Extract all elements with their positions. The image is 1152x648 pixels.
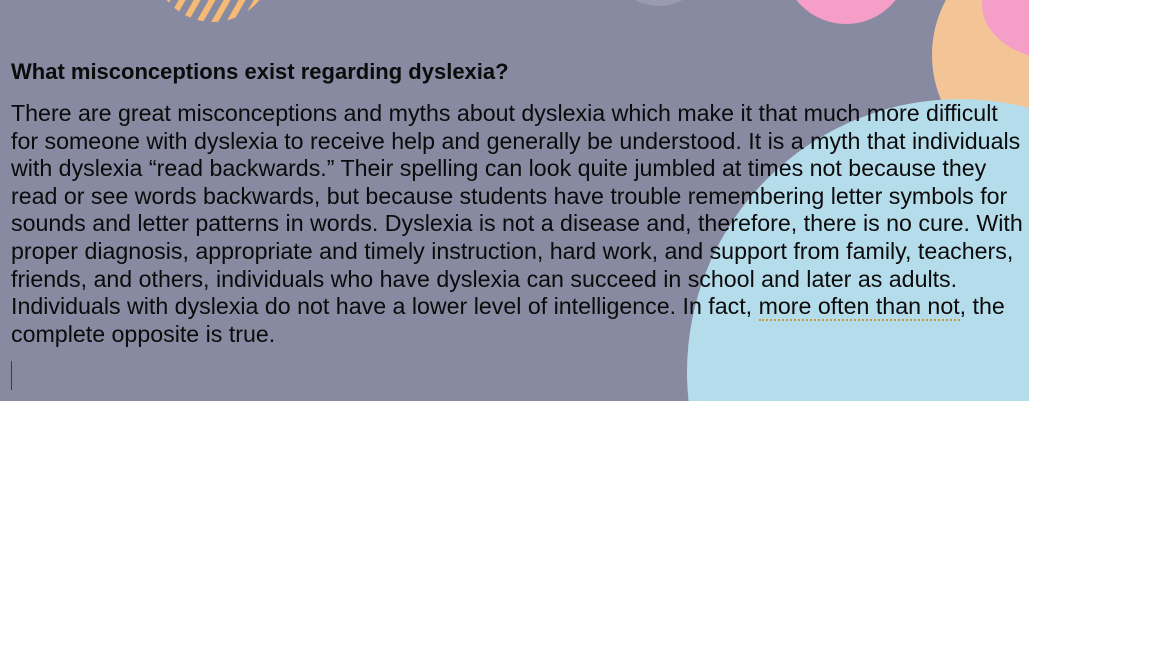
paragraph-text-end: , the complete opposite is true. [11, 293, 1005, 347]
grammar-flagged-phrase[interactable]: more often than not [758, 293, 960, 320]
section-heading: What misconceptions exist regarding dyslexia? [11, 59, 509, 84]
text-box[interactable] [11, 58, 1023, 348]
text-cursor [11, 361, 12, 390]
striped-circle [150, 0, 295, 30]
pink-circle [784, 0, 908, 24]
grey-circle [623, 0, 695, 6]
body-paragraph [11, 100, 1023, 348]
paragraph-text: There are great misconceptions and myths about dyslexia which make it that much more difficult for someone with dyslexia to receive help and generally be understood. It is a myth that individuals with dyslexia “read backwards.” Their spelling can look quite jumbled at times not because they read or see words backwards, but because students have trouble remembering letter symbols for sounds and letter patterns in words. Dyslexia is not a disease and, therefore, there is no cure. With proper diagnosis, appropriate and timely instruction, hard work, and support from family, teachers, friends, and others, individuals who have dyslexia can succeed in school and later as adults. Individuals with dyslexia do not have a lower level of intelligence. In fact, [11, 100, 1023, 320]
